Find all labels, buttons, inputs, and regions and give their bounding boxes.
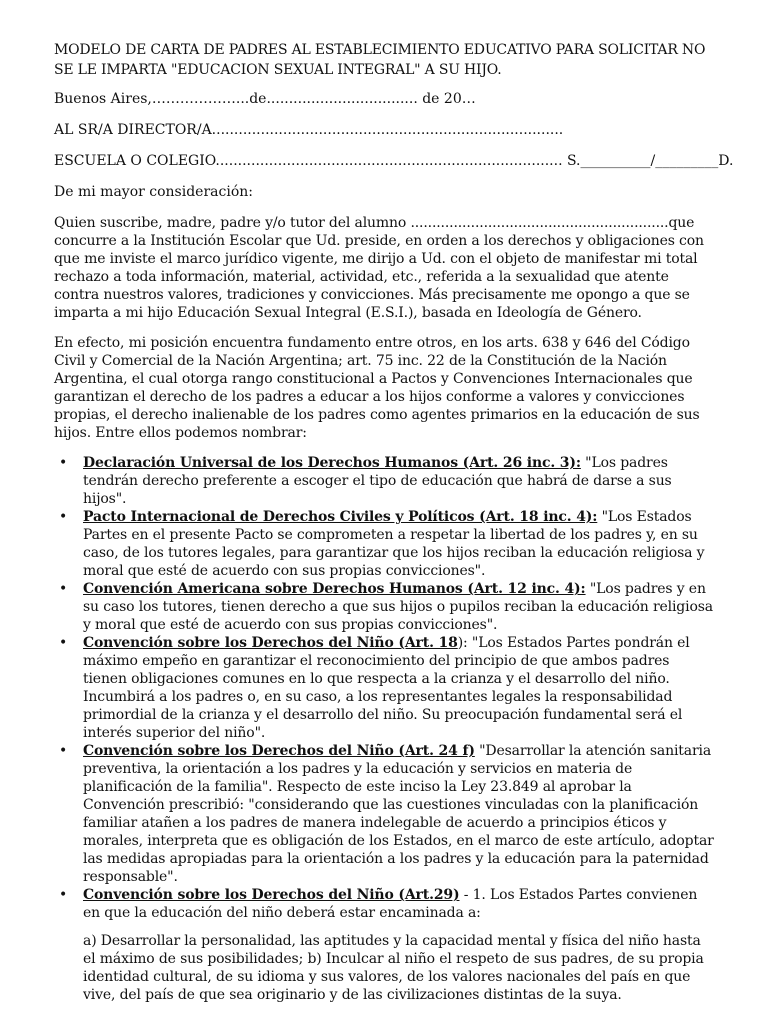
law-title: Convención sobre los Derechos del Niño (Art. 18: [83, 635, 458, 651]
bullet-icon: •: [59, 887, 68, 903]
list-item: [54, 886, 714, 922]
director-line: AL SR/A DIRECTOR/A...............................................................................: [54, 122, 564, 138]
bullet-icon: •: [59, 509, 68, 525]
list-item: [54, 742, 714, 886]
paragraph-foundation: En efecto, mi posición encuentra fundamento entre otros, en los arts. 638 y 646 del Código Civil y Comercial de la Nación Argentina; art. 75 inc. 22 de la Constitución de la Nación Argentina, el cual otorga rango constitucional a Pactos y Convenciones Internacionales que garantizan el derecho de los padres a educar a los hijos conforme a valores y convicciones propias, el derecho inalienable de los padres como agentes primarios en la educación de sus hijos. Entre ellos podemos nombrar:: [54, 335, 700, 441]
list-item: [54, 508, 714, 580]
school-line: ESCUELA O COLEGIO.............................................................................. S.__________/_________D.: [54, 153, 734, 169]
law-text: "Los Estados Partes en el presente Pacto se comprometen a respetar la libertad de los padres y, en su caso, de los tutores legales, para garantizar que los hijos reciban la educación religiosa y moral que esté de acuerdo con sus propias convicciones".: [83, 509, 705, 579]
paragraph-intro: Quien suscribe, madre, padre y/o tutor del alumno ............................................................que concurre a la Institución Escolar que Ud. preside, en orden a los derechos y obligaciones con que me inviste el marco jurídico vigente, me dirijo a Ud. con el objeto de manifestar mi total rechazo a toda información, material, actividad, etc., referida a la sexualidad que atente contra nuestros valores, tradiciones y convicciones. Más precisamente me opongo a que se imparta a mi hijo Educación Sexual Integral (E.S.I.), basada en Ideología de Género.: [54, 215, 704, 321]
law-title: Pacto Internacional de Derechos Civiles y Políticos (Art. 18 inc. 4):: [83, 509, 598, 525]
bullet-icon: •: [59, 635, 68, 651]
laws-list: [54, 454, 714, 922]
law-text: - 1. Los Estados Partes convienen en que la educación del niño deberá estar encaminada a:: [83, 887, 698, 921]
subparagraph: a) Desarrollar la personalidad, las aptitudes y la capacidad mental y física del niño hasta el máximo de sus posibilidades; b) Inculcar al niño el respeto de sus padres, de su propia identidad cultural, de su idioma y sus valores, de los valores nacionales del país en que vive, del país de que sea originario y de las civilizaciones distintas de la suya.: [83, 933, 704, 1003]
law-text: ): "Los Estados Partes pondrán el máximo empeño en garantizar el reconocimiento del principio de que ambos padres tienen obligaciones comunes en lo que respecta a la crianza y el desarrollo del niño. Incumbirá a los padres o, en su caso, a los representantes legales la responsabilidad primordial de la crianza y el desarrollo del niño. Su preocupación fundamental será el interés superior del niño".: [83, 635, 690, 741]
law-title: Convención Americana sobre Derechos Humanos (Art. 12 inc. 4):: [83, 581, 586, 597]
date-line: Buenos Aires,………………...de.................................. de 20…: [54, 91, 476, 107]
law-text: "Los padres y en su caso los tutores, tienen derecho a que sus hijos o pupilos reciban la educación religiosa y moral que esté de acuerdo con sus propias convicciones".: [83, 581, 713, 633]
law-title: Convención sobre los Derechos del Niño (Art.29): [83, 887, 460, 903]
list-item: [54, 580, 714, 634]
bullet-icon: •: [59, 581, 68, 597]
bullet-icon: •: [59, 743, 68, 759]
greeting: De mi mayor consideración:: [54, 184, 253, 200]
bullet-icon: •: [59, 455, 68, 471]
law-text: "Los padres tendrán derecho preferente a escoger el tipo de educación que habrá de darse a sus hijos".: [83, 455, 672, 507]
list-item: [54, 634, 714, 742]
law-title: Convención sobre los Derechos del Niño (Art. 24 f): [83, 743, 475, 759]
law-text: "Desarrollar la atención sanitaria preventiva, la orientación a los padres y la educación y servicios en materia de planificación de la familia". Respecto de este inciso la Ley 23.849 al aprobar la Convención prescribió: "considerando que las cuestiones vinculadas con la planificación familiar atañen a los padres de manera indelegable de acuerdo a principios éticos y morales, interpreta que es obligación de los Estados, en el marco de este artículo, adoptar las medidas apropiadas para la orientación a los padres y la educación para la paternidad responsable".: [83, 743, 714, 885]
law-title: Declaración Universal de los Derechos Humanos (Art. 26 inc. 3):: [83, 455, 581, 471]
list-item: [54, 454, 714, 508]
letter-title: MODELO DE CARTA DE PADRES AL ESTABLECIMIENTO EDUCATIVO PARA SOLICITAR NO SE LE IMPARTA "EDUCACION SEXUAL INTEGRAL" A SU HIJO.: [54, 42, 706, 78]
